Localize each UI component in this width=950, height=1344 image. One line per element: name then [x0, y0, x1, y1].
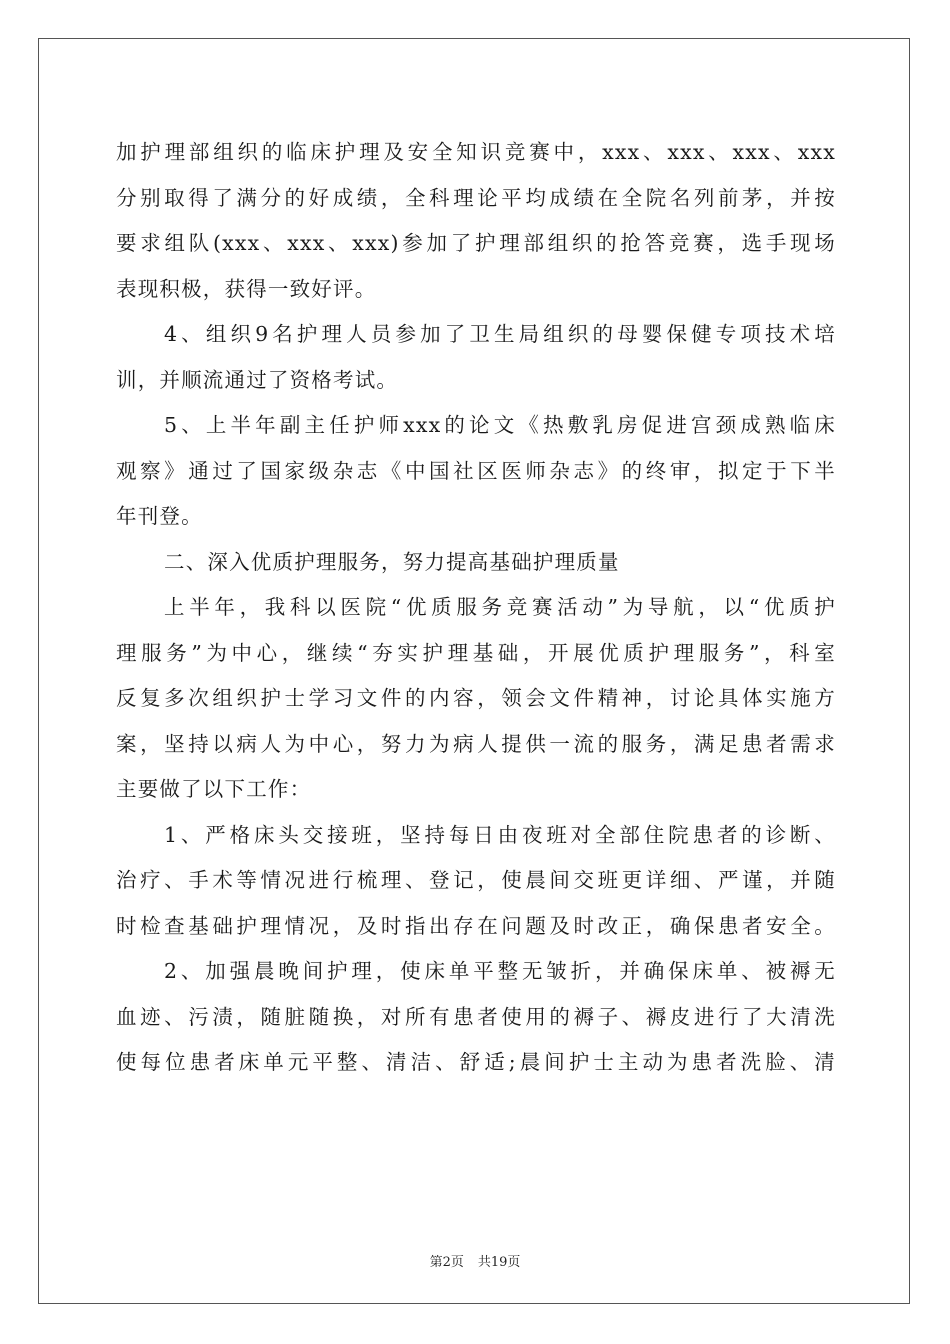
- text-line: 5、上半年副主任护师xxx的论文《热敷乳房促进宫颈成熟临床: [164, 413, 836, 437]
- page-total: 共19页: [477, 1255, 521, 1270]
- text-line: 2、加强晨晚间护理，使床单平整无皱折，并确保床单、被褥无: [164, 959, 836, 983]
- text-line: 理服务”为中心，继续“夯实护理基础，开展优质护理服务”，科室: [116, 640, 836, 665]
- text-line: 时检查基础护理情况，及时指出存在问题及时改正，确保患者安全。: [116, 913, 836, 938]
- text-line: 表现积极，获得一致好评。: [116, 276, 377, 301]
- section-heading: 二、深入优质护理服务，努力提高基础护理质量: [164, 549, 620, 574]
- text-line: 4、组织9名护理人员参加了卫生局组织的母婴保健专项技术培: [164, 322, 836, 346]
- text-line: 主要做了以下工作：: [116, 777, 312, 801]
- text-line: 要求组队(xxx、xxx、xxx)参加了护理部组织的抢答竞赛，选手现场: [116, 231, 836, 255]
- text-line: 1、严格床头交接班，坚持每日由夜班对全部住院患者的诊断、: [164, 822, 836, 847]
- text-line: 年刊登。: [116, 504, 203, 528]
- document-body: [116, 130, 836, 1086]
- text-line: 使每位患者床单元平整、清洁、舒适;晨间护士主动为患者洗脸、清: [116, 1050, 836, 1074]
- text-line: 训，并顺流通过了资格考试。: [116, 367, 399, 392]
- text-line: 治疗、手术等情况进行梳理、登记，使晨间交班更详细、严谨，并随: [116, 868, 836, 892]
- text-line: 上半年，我科以医院“优质服务竞赛活动”为导航，以“优质护: [164, 595, 836, 619]
- page-footer: [0, 1251, 950, 1270]
- text-line: 分别取得了满分的好成绩，全科理论平均成绩在全院名列前茅，并按: [116, 185, 836, 210]
- text-line: 加护理部组织的临床护理及安全知识竞赛中，xxx、xxx、xxx、xxx: [116, 140, 836, 164]
- text-line: 案，坚持以病人为中心，努力为病人提供一流的服务，满足患者需求: [116, 731, 836, 756]
- text-line: 血迹、污渍，随脏随换，对所有患者使用的褥子、褥皮进行了大清洗: [116, 1004, 836, 1029]
- text-line: 反复多次组织护士学习文件的内容，领会文件精神，讨论具体实施方: [116, 686, 836, 710]
- text-line: 观察》通过了国家级杂志《中国社区医师杂志》的终审，拟定于下半: [116, 458, 836, 483]
- page-number: 第2页: [429, 1255, 464, 1270]
